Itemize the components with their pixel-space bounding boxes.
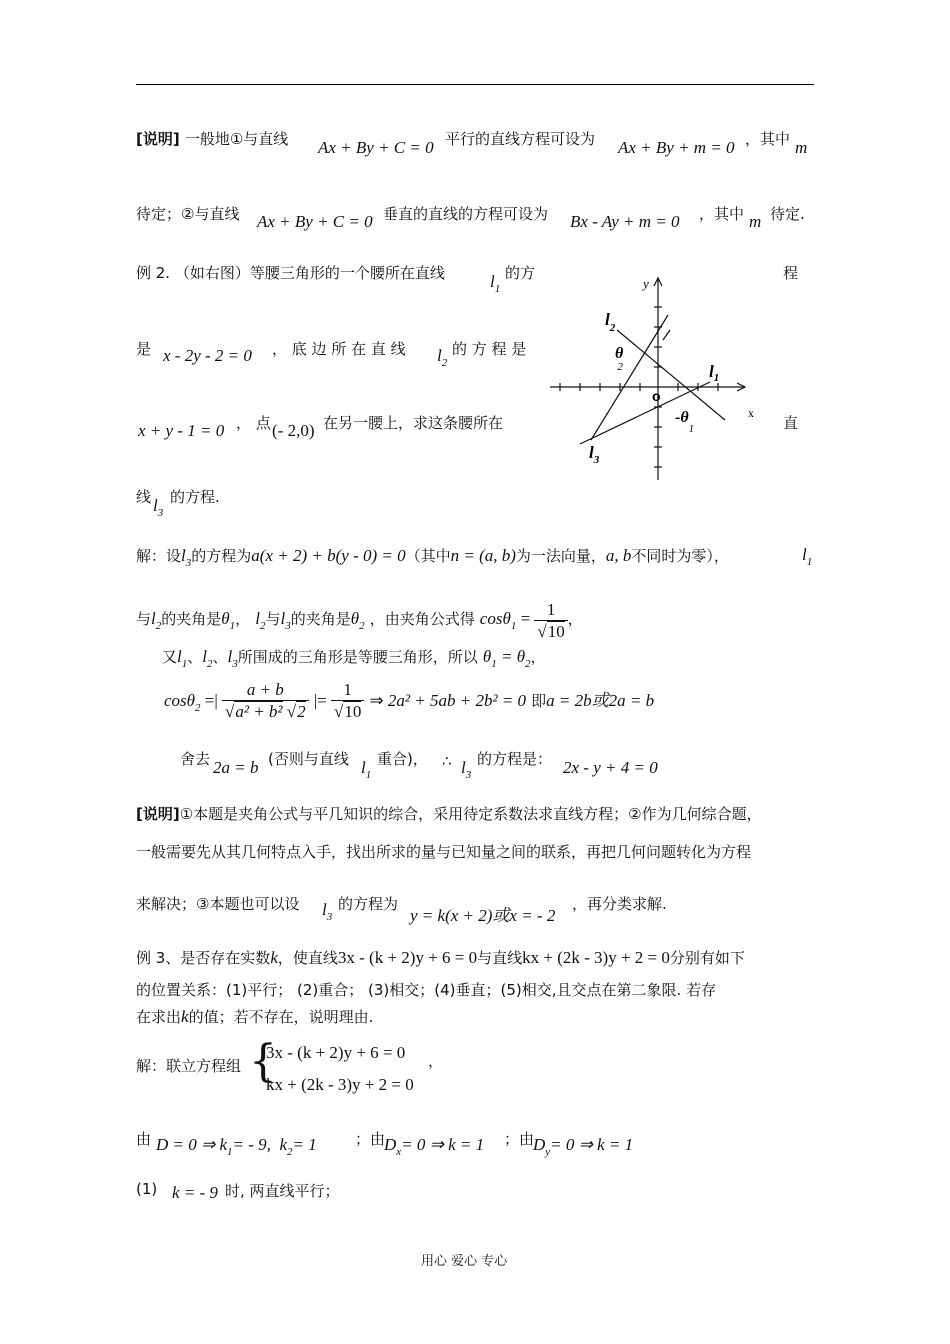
l3-label: $l_3$ (589, 443, 600, 466)
determinant-y-condition: $D_y= 0$ ⇒ k = 1 (533, 1135, 634, 1158)
equation: 2a = b (213, 758, 259, 777)
equation: Ax + By + C = 0 (318, 138, 434, 157)
theta1-label: $-\theta_1$ (675, 409, 695, 435)
fraction: $\frac{1}{√10}$ (534, 600, 567, 643)
text: 平行的直线方程可设为 (445, 130, 596, 148)
text: 的方程为 (338, 895, 399, 913)
note-label: [说明] (136, 805, 180, 823)
text: 待定；②与直线 (136, 205, 240, 223)
l1-label: $l_1$ (709, 362, 720, 384)
text: 来解决；③本题也可以设 (136, 895, 300, 913)
origin-label: o (652, 388, 661, 404)
line-l3-ref: $l_3$ (322, 900, 333, 923)
example2-title: 例 2. （如右图）等腰三角形的一个腰所在直线 (136, 264, 445, 282)
text: 的 方 程 是 (452, 340, 527, 358)
text: 的方 (505, 264, 536, 282)
text: (否则与直线 (268, 750, 349, 768)
determinant-condition: D = 0 ⇒ $k_1= - 9$, $k_2= 1$ (156, 1135, 317, 1158)
system-eq2: kx + (2k - 3)y + 2 = 0 (266, 1075, 414, 1094)
solution-line5: 舍去 (180, 750, 211, 768)
solution-line4: cosθ$_2$ =| $\frac{a + b}{\text{√a² + b² √2}}$ |= $\frac{1}{√10}$ ⇒ 2a² + 5ab + 2b² = 0 即a = 2b或2a = b (164, 680, 655, 721)
example3-line3: 在求出k的值；若不存在，说明理由. (136, 1007, 374, 1026)
equation: Bx - Ay + m = 0 (570, 212, 680, 231)
note1-line1 (136, 128, 288, 149)
text: ，其中 (745, 130, 791, 148)
example3-line2: 的位置关系：(1)平行； (2)重合； (3)相交；(4)垂直；(5)相交,且交点在第二象限. 若存 (136, 981, 717, 999)
text: 在另一腰上，求这条腰所在 (323, 414, 504, 432)
normal-vector: n = (a, b) (450, 546, 516, 565)
var-m: m (795, 138, 808, 157)
text: 是 (136, 340, 152, 358)
text: 重合)， (377, 750, 428, 768)
fraction: $\frac{a + b}{\text{√a² + b² √2}}$ (222, 680, 309, 723)
page-footer: 用心 爱心 专心 (421, 1254, 508, 1269)
text: 由 (136, 1130, 152, 1148)
text: ， (428, 1052, 444, 1070)
case-1-label: (1) (136, 1180, 158, 1198)
header-rule (136, 84, 814, 85)
text: ；由 (355, 1130, 386, 1148)
brace: { (249, 1036, 277, 1087)
text: 的方程. (170, 488, 220, 506)
equation: Ax + By + C = 0 (257, 212, 373, 231)
equation: y = k(x + 2)或x = - 2 (410, 906, 556, 925)
equation: x + y - 1 = 0 (138, 421, 225, 440)
line-l3: $l_3$ (153, 496, 164, 519)
var-m: m (749, 212, 762, 231)
note2-line1: [说明]①本题是夹角公式与平几知识的综合，采用待定系数法求直线方程；②作为几何综合题， (136, 805, 762, 823)
equation: Ax + By + m = 0 (618, 138, 735, 157)
case-1-text: 时, 两直线平行； (225, 1182, 340, 1200)
example3-line1: 例 3、是否存在实数k，使直线3x - (k + 2)y + 6 = 0与直线kx + (2k - 3)y + 2 = 0分别有如下 (136, 948, 745, 967)
note-label: [说明] (136, 130, 180, 148)
answer-equation: 2x - y + 4 = 0 (563, 758, 658, 777)
system-eq1: 3x - (k + 2)y + 6 = 0 (266, 1043, 406, 1062)
determinant-x-condition: $D_x= 0$ ⇒ k = 1 (384, 1135, 485, 1158)
text: 待定. (770, 205, 805, 223)
y-label: y (643, 276, 649, 291)
text: ，其中 (699, 205, 745, 223)
case-1-equation: k = - 9 (172, 1183, 218, 1202)
equation: x - 2y - 2 = 0 (163, 346, 252, 365)
line-l2-graph (591, 315, 668, 440)
text: 直 (783, 414, 799, 432)
geometry-figure (545, 270, 775, 485)
text: 程 (783, 264, 799, 282)
text: 线 (136, 488, 152, 506)
line-l1-ref: $l_1$ (802, 545, 813, 568)
note2-line2: 一般需要先从其几何特点入手，找出所求的量与已知量之间的联系，再把几何问题转化为方程 (136, 843, 752, 861)
text: 垂直的直线的方程可设为 (383, 205, 549, 223)
line-l1: $l_1$ (490, 272, 501, 295)
therefore: ∴ (442, 752, 452, 770)
l2-label: $l_2$ (605, 310, 616, 334)
solution-line1: 解：设$l_3$的方程为a(x + 2) + b(y - 0) = 0（其中n = (a, b)为一法向量，a, b不同时为零）， (136, 546, 729, 569)
text: ；由 (504, 1130, 535, 1148)
line-l1-ref: $l_1$ (361, 758, 372, 781)
text: 一般地①与直线 (184, 130, 289, 148)
solution-line2: 与$l_2$的夹角是$\theta_1$， $l_2$与$l_3$的夹角是$\theta_2$ ，由夹角公式得 cosθ$_1$ = $\frac{1}{√10}$ ， (136, 600, 583, 641)
point: (- 2,0) (272, 421, 315, 440)
x-label: x (748, 406, 754, 420)
solution-line3: 又$l_1$、$l_2$、$l_3$所围成的三角形是等腰三角形，所以 $\theta_1 = \theta_2$， (162, 647, 546, 670)
text: ，再分类求解. (572, 895, 667, 913)
line-l3-extension (663, 330, 670, 340)
fraction: $\frac{1}{√10}$ (331, 680, 364, 723)
text: ， 底 边 所 在 直 线 (272, 340, 406, 358)
text: ， 点 (236, 414, 271, 432)
line-l2: $l_2$ (437, 346, 448, 369)
text: 解：联立方程组 (136, 1057, 242, 1075)
theta2-label: θ 2 (615, 345, 624, 373)
line-l3-ref: $l_3$ (461, 758, 472, 781)
text: 的方程是： (477, 750, 553, 768)
